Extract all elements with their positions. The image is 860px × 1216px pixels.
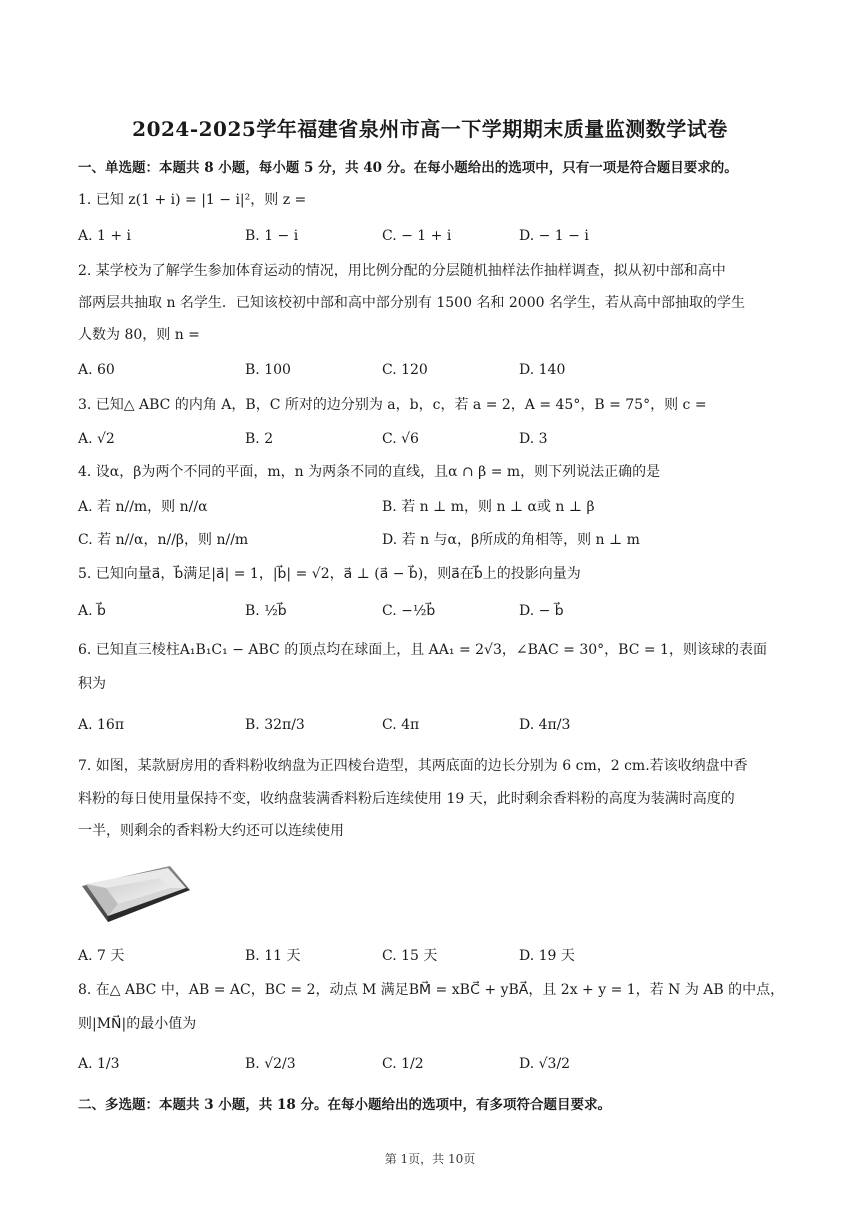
q6-option-d: D. 4π/3 bbox=[519, 717, 571, 733]
q8-option-c: C. 1/2 bbox=[382, 1056, 424, 1072]
q1-option-d: D. − 1 − i bbox=[519, 228, 589, 244]
q6-stem-line-2: 积为 bbox=[78, 676, 106, 692]
q6-option-a: A. 16π bbox=[78, 717, 125, 733]
q4-option-d: D. 若 n 与α，β所成的角相等，则 n ⊥ m bbox=[382, 532, 640, 548]
spice-tray-illustration bbox=[78, 852, 193, 932]
q7-option-c: C. 15 天 bbox=[382, 948, 438, 964]
q4-stem: 4. 设α，β为两个不同的平面，m，n 为两条不同的直线，且α ∩ β = m，则下列说法正确的是 bbox=[78, 464, 661, 480]
q2-option-d: D. 140 bbox=[519, 362, 566, 378]
q7-stem-line-3: 一半，则剩余的香料粉大约还可以连续使用 bbox=[78, 823, 344, 839]
q6-option-b: B. 32π/3 bbox=[245, 717, 305, 733]
q1-stem: 1. 已知 z(1 + i) = |1 − i|²，则 z = bbox=[78, 192, 307, 208]
q7-stem-line-1: 7. 如图，某款厨房用的香料粉收纳盘为正四棱台造型，其两底面的边长分别为 6 cm，2 cm.若该收纳盘中香 bbox=[78, 758, 748, 774]
q7-option-a: A. 7 天 bbox=[78, 948, 125, 964]
q5-option-b: B. ½b⃗ bbox=[245, 603, 287, 619]
q2-option-c: C. 120 bbox=[382, 362, 428, 378]
q3-option-b: B. 2 bbox=[245, 431, 274, 447]
q3-option-a: A. √2 bbox=[78, 431, 115, 447]
q5-option-d: D. − b⃗ bbox=[519, 603, 564, 619]
q4-option-a: A. 若 n//m，则 n//α bbox=[78, 499, 208, 515]
q3-stem: 3. 已知△ ABC 的内角 A，B，C 所对的边分别为 a，b，c，若 a = 2，A = 45°，B = 75°，则 c = bbox=[78, 397, 707, 413]
q2-stem-line-3: 人数为 80，则 n = bbox=[78, 327, 200, 343]
q2-stem-line-2: 部两层共抽取 n 名学生．已知该校初中部和高中部分别有 1500 名和 2000 名学生，若从高中部抽取的学生 bbox=[78, 295, 745, 311]
q8-stem-line-1: 8. 在△ ABC 中，AB = AC，BC = 2，动点 M 满足BM⃗ = xBC⃗ + yBA⃗，且 2x + y = 1，若 N 为 AB 的中点， bbox=[78, 982, 785, 998]
q7-option-d: D. 19 天 bbox=[519, 948, 575, 964]
q2-stem-line-1: 2. 某学校为了解学生参加体育运动的情况，用比例分配的分层随机抽样法作抽样调查，拟从初中部和高中 bbox=[78, 263, 726, 279]
q5-option-a: A. b⃗ bbox=[78, 603, 106, 619]
q6-stem-line-1: 6. 已知直三棱柱A₁B₁C₁ − ABC 的顶点均在球面上，且 AA₁ = 2√3，∠BAC = 30°，BC = 1，则该球的表面 bbox=[78, 642, 767, 658]
page-footer: 第 1页，共 10页 bbox=[384, 1152, 476, 1166]
q2-option-b: B. 100 bbox=[245, 362, 291, 378]
q4-option-b: B. 若 n ⊥ m，则 n ⊥ α或 n ⊥ β bbox=[382, 499, 595, 515]
q8-option-d: D. √3/2 bbox=[519, 1056, 571, 1072]
q8-stem-line-2: 则|MN⃗|的最小值为 bbox=[78, 1016, 197, 1032]
exam-title: 2024-2025学年福建省泉州市高一下学期期末质量监测数学试卷 bbox=[132, 117, 728, 141]
q8-option-b: B. √2/3 bbox=[245, 1056, 296, 1072]
section-1-header: 一、单选题：本题共 8 小题，每小题 5 分，共 40 分。在每小题给出的选项中，只有一项是符合题目要求的。 bbox=[78, 160, 738, 176]
q3-option-c: C. √6 bbox=[382, 431, 419, 447]
q1-option-c: C. − 1 + i bbox=[382, 228, 452, 244]
q5-stem: 5. 已知向量a⃗，b⃗满足|a⃗| = 1，|b⃗| = √2，a⃗ ⊥ (a⃗ − b⃗)，则a⃗在b⃗上的投影向量为 bbox=[78, 566, 581, 582]
q2-option-a: A. 60 bbox=[78, 362, 115, 378]
q5-option-c: C. −½b⃗ bbox=[382, 603, 436, 619]
q1-option-a: A. 1 + i bbox=[78, 228, 132, 244]
q8-option-a: A. 1/3 bbox=[78, 1056, 120, 1072]
q4-option-c: C. 若 n//α，n//β，则 n//m bbox=[78, 532, 249, 548]
q7-option-b: B. 11 天 bbox=[245, 948, 301, 964]
q3-option-d: D. 3 bbox=[519, 431, 548, 447]
spice-tray-figure bbox=[78, 852, 193, 932]
q6-option-c: C. 4π bbox=[382, 717, 420, 733]
q1-option-b: B. 1 − i bbox=[245, 228, 299, 244]
section-2-header: 二、多选题：本题共 3 小题，共 18 分。在每小题给出的选项中，有多项符合题目要求。 bbox=[78, 1097, 611, 1113]
q7-stem-line-2: 料粉的每日使用量保持不变，收纳盘装满香料粉后连续使用 19 天，此时剩余香料粉的高度为装满时高度的 bbox=[78, 791, 735, 807]
